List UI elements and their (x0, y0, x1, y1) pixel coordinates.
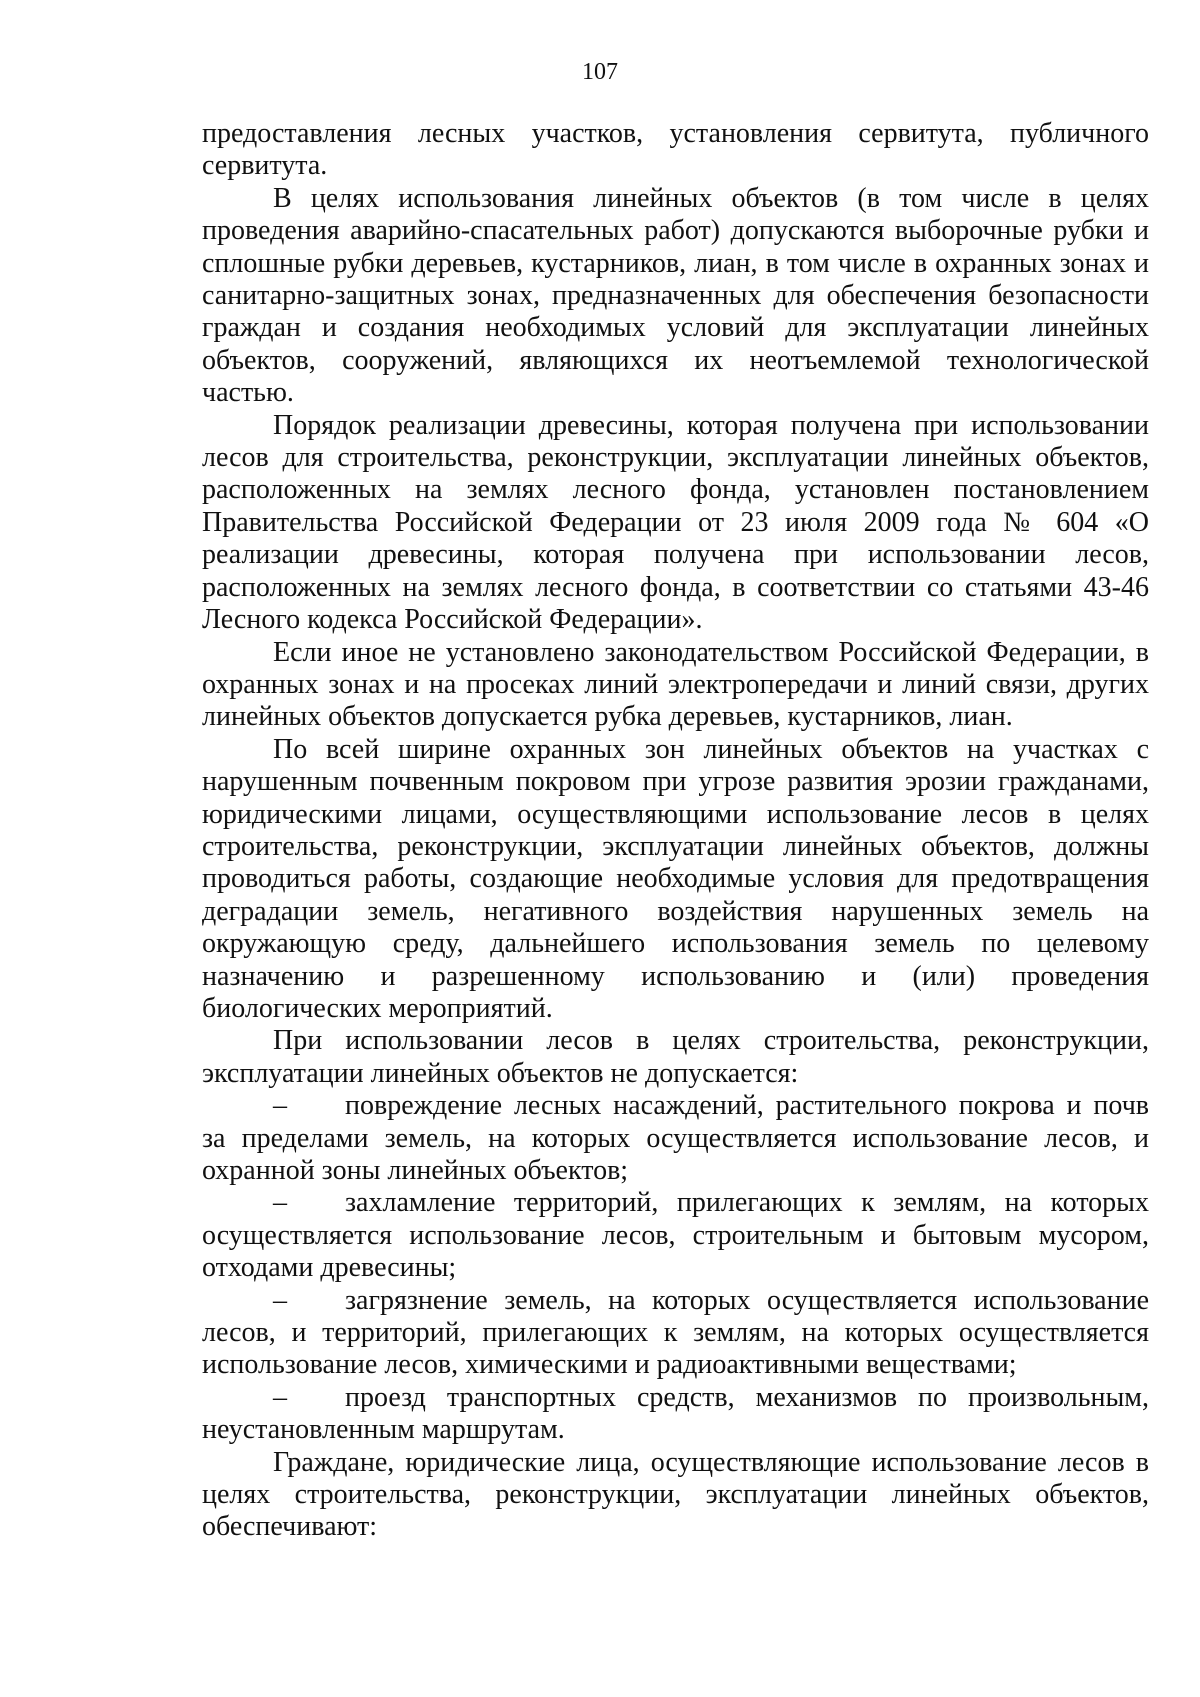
paragraph-continuation: предоставления лесных участков, установления сервитута, публичного сервитута. (202, 118, 1149, 182)
paragraph-prohibitions-intro: При использовании лесов в целях строительства, реконструкции, эксплуатации линейных объектов не допускается: (202, 1025, 1149, 1089)
list-item-damage (202, 1090, 1149, 1187)
list-item-text: загрязнение земель, на которых осуществляется использование лесов, и территорий, прилегающих к землям, на которых осуществляется использование лесов, химическими и радиоактивными веществами; (202, 1284, 1149, 1381)
list-item-text: проезд транспортных средств, механизмов по произвольным, неустановленным маршрутам. (202, 1381, 1149, 1446)
paragraph-protection-zones: Если иное не установлено законодательством Российской Федерации, в охранных зонах и на просеках линий электропередачи и линий связи, других линейных объектов допускается рубка деревьев, кустарников, лиан. (202, 636, 1149, 733)
dash-marker: – (273, 1381, 287, 1413)
list-item-text: повреждение лесных насаждений, растительного покрова и почв за пределами земель, на которых осуществляется использование лесов, и охранной зоны линейных объектов; (202, 1090, 1149, 1186)
paragraph-obligations-intro: Граждане, юридические лица, осуществляющие использование лесов в целях строительства, реконструкции, эксплуатации линейных объектов, обеспечивают: (202, 1446, 1149, 1543)
dash-marker: – (273, 1187, 287, 1219)
list-item-text: захламление территорий, прилегающих к землям, на которых осуществляется использование лесов, строительным и бытовым мусором, отходами древесины; (202, 1187, 1149, 1284)
dash-marker: – (273, 1284, 287, 1316)
paragraph-timber-sale-procedure: Порядок реализации древесины, которая получена при использовании лесов для строительства, реконструкции, эксплуатации линейных объектов, расположенных на землях лесного фонда, установлен постановлением Правительства Российской Федерации от 23 июля 2009 года № 604 «О реализации древесины, которая получена при использовании лесов, расположенных на землях лесного фонда, в соответствии со статьями 43-46 Лесного кодекса Российской Федерации». (202, 409, 1149, 636)
document-body (202, 118, 1149, 1544)
paragraph-erosion-works: По всей ширине охранных зон линейных объектов на участках с нарушенным почвенным покровом при угрозе развития эрозии гражданами, юридическими лицами, осуществляющими использование лесов в целях строительства, реконструкции, эксплуатации линейных объектов, должны проводиться работы, создающие необходимые условия для предотвращения деградации земель, негативного воздействия нарушенных земель на окружающую среду, дальнейшего использования земель по целевому назначению и разрешенному использованию и (или) проведения биологических мероприятий. (202, 733, 1149, 1024)
paragraph-linear-objects-felling: В целях использования линейных объектов (в том числе в целях проведения аварийно-спасательных работ) допускаются выборочные рубки и сплошные рубки деревьев, кустарников, лиан, в том числе в охранных зонах и санитарно-защитных зонах, предназначенных для обеспечения безопасности граждан и создания необходимых условий для эксплуатации линейных объектов, сооружений, являющихся их неотъемлемой технологической частью. (202, 182, 1149, 409)
list-item-littering (202, 1187, 1149, 1284)
list-item-pollution (202, 1285, 1149, 1382)
page-number: 107 (582, 59, 618, 85)
list-item-vehicle-passage (202, 1382, 1149, 1447)
dash-marker: – (273, 1090, 287, 1122)
